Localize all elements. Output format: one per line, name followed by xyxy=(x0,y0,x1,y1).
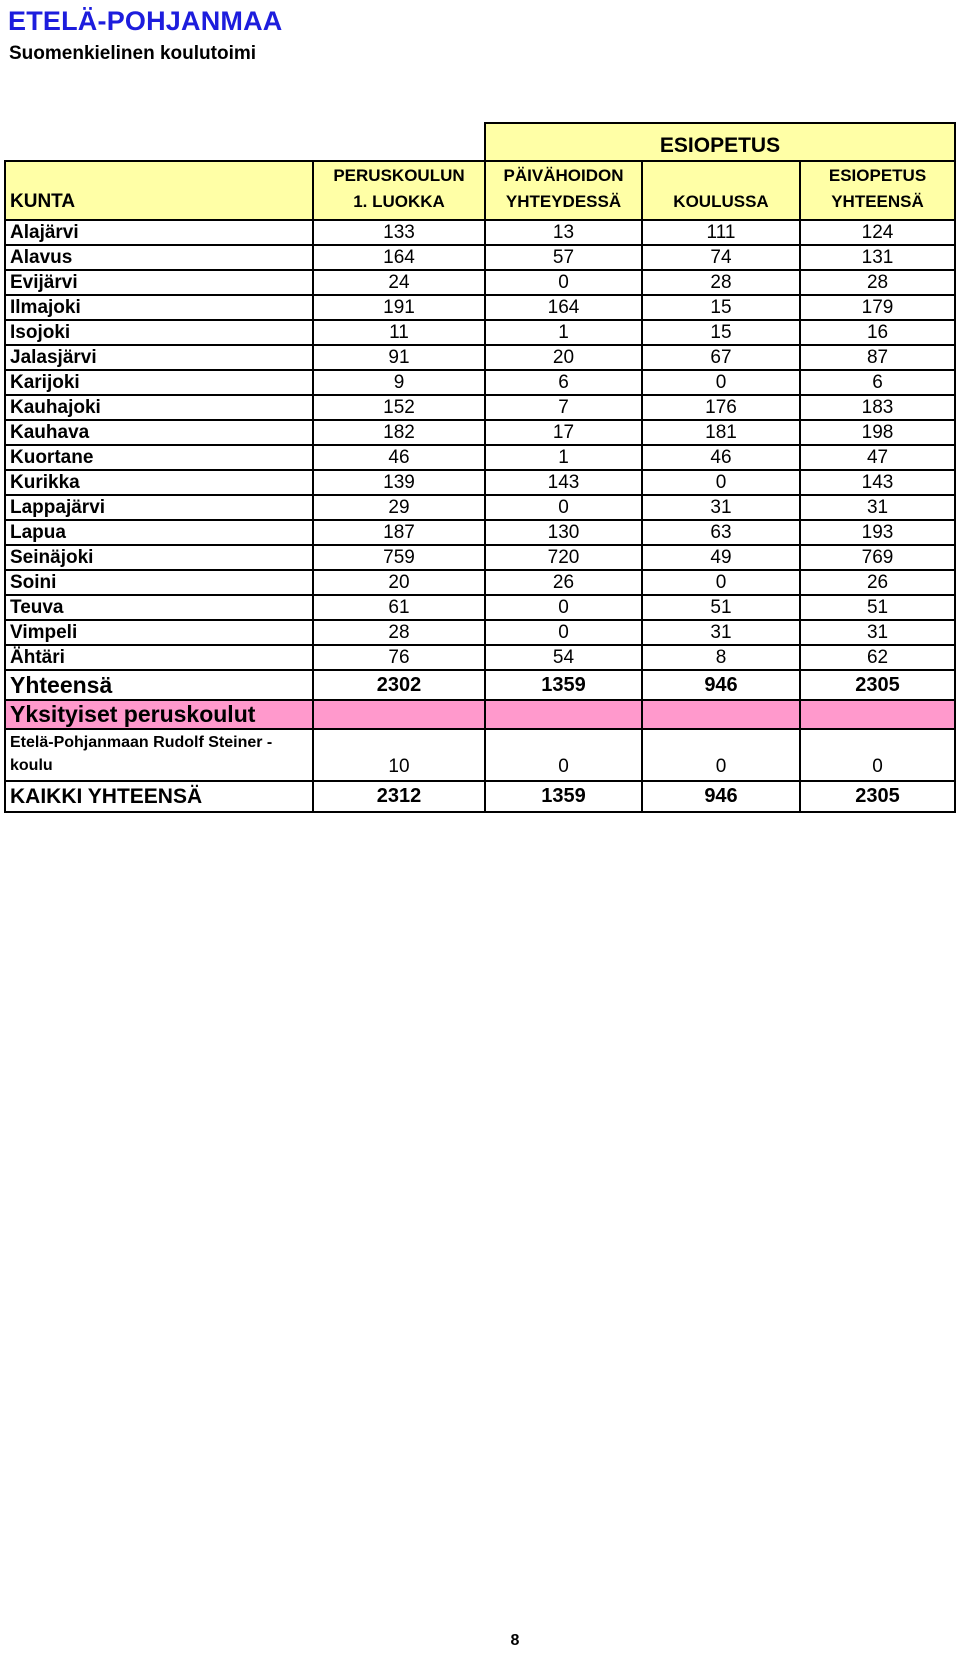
value-cell: 63 xyxy=(642,520,800,545)
header-line: PERUSKOULUN xyxy=(333,166,465,185)
total-row xyxy=(5,670,955,700)
municipality-name: Alavus xyxy=(5,245,313,270)
municipality-name: Kuortane xyxy=(5,445,313,470)
table-row xyxy=(5,420,955,445)
header-line: YHTEENSÄ xyxy=(831,192,924,211)
municipality-name: Seinäjoki xyxy=(5,545,313,570)
table-row xyxy=(5,370,955,395)
total-cell: 2305 xyxy=(800,670,955,700)
table-row xyxy=(5,545,955,570)
value-cell: 31 xyxy=(642,495,800,520)
value-cell: 6 xyxy=(485,370,642,395)
steiner-row xyxy=(5,729,955,781)
table-row xyxy=(5,645,955,670)
value-cell: 143 xyxy=(800,470,955,495)
value-cell: 49 xyxy=(642,545,800,570)
municipality-name: Evijärvi xyxy=(5,270,313,295)
municipality-name: Vimpeli xyxy=(5,620,313,645)
private-schools-row xyxy=(5,700,955,729)
value-cell: 152 xyxy=(313,395,485,420)
value-cell: 28 xyxy=(642,270,800,295)
table-row xyxy=(5,270,955,295)
value-cell: 182 xyxy=(313,420,485,445)
steiner-cell: 0 xyxy=(485,729,642,781)
value-cell: 46 xyxy=(313,445,485,470)
municipality-name: Soini xyxy=(5,570,313,595)
total-label: Yhteensä xyxy=(5,670,313,700)
value-cell: 15 xyxy=(642,320,800,345)
column-header-koulussa xyxy=(642,161,800,220)
header-spacer xyxy=(5,123,313,161)
municipality-name: Ähtäri xyxy=(5,645,313,670)
table-row xyxy=(5,620,955,645)
table-row xyxy=(5,445,955,470)
table-row xyxy=(5,470,955,495)
value-cell: 31 xyxy=(800,495,955,520)
value-cell: 1 xyxy=(485,320,642,345)
table-row xyxy=(5,345,955,370)
column-header-peruskoulu xyxy=(313,161,485,220)
value-cell: 91 xyxy=(313,345,485,370)
municipality-name: Ilmajoki xyxy=(5,295,313,320)
value-cell: 28 xyxy=(800,270,955,295)
value-cell: 6 xyxy=(800,370,955,395)
table-row xyxy=(5,595,955,620)
municipality-name: Teuva xyxy=(5,595,313,620)
value-cell: 130 xyxy=(485,520,642,545)
value-cell: 111 xyxy=(642,220,800,245)
value-cell: 0 xyxy=(642,570,800,595)
table-row xyxy=(5,570,955,595)
value-cell: 720 xyxy=(485,545,642,570)
private-schools-label: Yksityiset peruskoulut xyxy=(5,700,313,729)
value-cell: 139 xyxy=(313,470,485,495)
grand-total-row xyxy=(5,781,955,812)
value-cell: 769 xyxy=(800,545,955,570)
value-cell: 15 xyxy=(642,295,800,320)
value-cell: 47 xyxy=(800,445,955,470)
empty-cell xyxy=(800,700,955,729)
value-cell: 62 xyxy=(800,645,955,670)
value-cell: 24 xyxy=(313,270,485,295)
value-cell: 0 xyxy=(642,370,800,395)
header-line: 1. LUOKKA xyxy=(353,192,445,211)
empty-cell xyxy=(642,700,800,729)
esiopetus-group-header: ESIOPETUS xyxy=(485,123,955,161)
value-cell: 16 xyxy=(800,320,955,345)
value-cell: 759 xyxy=(313,545,485,570)
group-header-row xyxy=(5,123,955,161)
value-cell: 26 xyxy=(800,570,955,595)
municipality-name: Kurikka xyxy=(5,470,313,495)
municipality-name: Karijoki xyxy=(5,370,313,395)
value-cell: 17 xyxy=(485,420,642,445)
steiner-cell: 0 xyxy=(642,729,800,781)
page-title: ETELÄ-POHJANMAA xyxy=(8,6,283,36)
value-cell: 198 xyxy=(800,420,955,445)
value-cell: 28 xyxy=(313,620,485,645)
total-cell: 1359 xyxy=(485,670,642,700)
table-row xyxy=(5,520,955,545)
page-subtitle: Suomenkielinen koulutoimi xyxy=(9,43,257,64)
header-spacer xyxy=(313,123,485,161)
value-cell: 20 xyxy=(485,345,642,370)
value-cell: 143 xyxy=(485,470,642,495)
value-cell: 61 xyxy=(313,595,485,620)
value-cell: 181 xyxy=(642,420,800,445)
value-cell: 187 xyxy=(313,520,485,545)
value-cell: 124 xyxy=(800,220,955,245)
value-cell: 0 xyxy=(485,595,642,620)
page-number: 8 xyxy=(510,1632,520,1649)
steiner-cell: 10 xyxy=(313,729,485,781)
value-cell: 51 xyxy=(642,595,800,620)
column-header-esiopetus-yhteensa xyxy=(800,161,955,220)
value-cell: 0 xyxy=(485,620,642,645)
value-cell: 29 xyxy=(313,495,485,520)
value-cell: 1 xyxy=(485,445,642,470)
steiner-label: Etelä-Pohjanmaan Rudolf Steiner -koulu xyxy=(5,729,313,781)
value-cell: 74 xyxy=(642,245,800,270)
value-cell: 57 xyxy=(485,245,642,270)
municipality-name: Alajärvi xyxy=(5,220,313,245)
value-cell: 0 xyxy=(485,270,642,295)
empty-cell xyxy=(313,700,485,729)
table-row xyxy=(5,395,955,420)
value-cell: 193 xyxy=(800,520,955,545)
value-cell: 26 xyxy=(485,570,642,595)
value-cell: 13 xyxy=(485,220,642,245)
municipality-name: Lapua xyxy=(5,520,313,545)
grand-total-cell: 1359 xyxy=(485,781,642,812)
municipality-name: Lappajärvi xyxy=(5,495,313,520)
grand-total-cell: 946 xyxy=(642,781,800,812)
value-cell: 179 xyxy=(800,295,955,320)
total-cell: 946 xyxy=(642,670,800,700)
header-line: ESIOPETUS xyxy=(828,166,927,185)
municipality-name: Jalasjärvi xyxy=(5,345,313,370)
value-cell: 31 xyxy=(800,620,955,645)
grand-total-cell: 2312 xyxy=(313,781,485,812)
table-row xyxy=(5,320,955,345)
value-cell: 131 xyxy=(800,245,955,270)
value-cell: 164 xyxy=(313,245,485,270)
table-row xyxy=(5,220,955,245)
value-cell: 20 xyxy=(313,570,485,595)
value-cell: 0 xyxy=(485,495,642,520)
value-cell: 133 xyxy=(313,220,485,245)
value-cell: 46 xyxy=(642,445,800,470)
value-cell: 164 xyxy=(485,295,642,320)
grand-total-label: KAIKKI YHTEENSÄ xyxy=(5,781,313,812)
municipality-name: Kauhajoki xyxy=(5,395,313,420)
value-cell: 8 xyxy=(642,645,800,670)
value-cell: 76 xyxy=(313,645,485,670)
value-cell: 176 xyxy=(642,395,800,420)
value-cell: 54 xyxy=(485,645,642,670)
empty-cell xyxy=(485,700,642,729)
column-header-paivahoito xyxy=(485,161,642,220)
column-header-kunta: KUNTA xyxy=(5,161,313,220)
municipality-name: Isojoki xyxy=(5,320,313,345)
statistics-table xyxy=(4,122,956,813)
value-cell: 11 xyxy=(313,320,485,345)
value-cell: 7 xyxy=(485,395,642,420)
column-header-row xyxy=(5,161,955,220)
grand-total-cell: 2305 xyxy=(800,781,955,812)
table-row xyxy=(5,295,955,320)
value-cell: 87 xyxy=(800,345,955,370)
table-row xyxy=(5,245,955,270)
header-line: YHTEYDESSÄ xyxy=(505,192,622,211)
value-cell: 0 xyxy=(642,470,800,495)
value-cell: 191 xyxy=(313,295,485,320)
total-cell: 2302 xyxy=(313,670,485,700)
header-line: PÄIVÄHOIDON xyxy=(503,166,624,185)
header-line: KOULUSSA xyxy=(673,192,769,211)
value-cell: 31 xyxy=(642,620,800,645)
value-cell: 9 xyxy=(313,370,485,395)
steiner-cell: 0 xyxy=(800,729,955,781)
value-cell: 67 xyxy=(642,345,800,370)
value-cell: 183 xyxy=(800,395,955,420)
municipality-name: Kauhava xyxy=(5,420,313,445)
value-cell: 51 xyxy=(800,595,955,620)
table-row xyxy=(5,495,955,520)
